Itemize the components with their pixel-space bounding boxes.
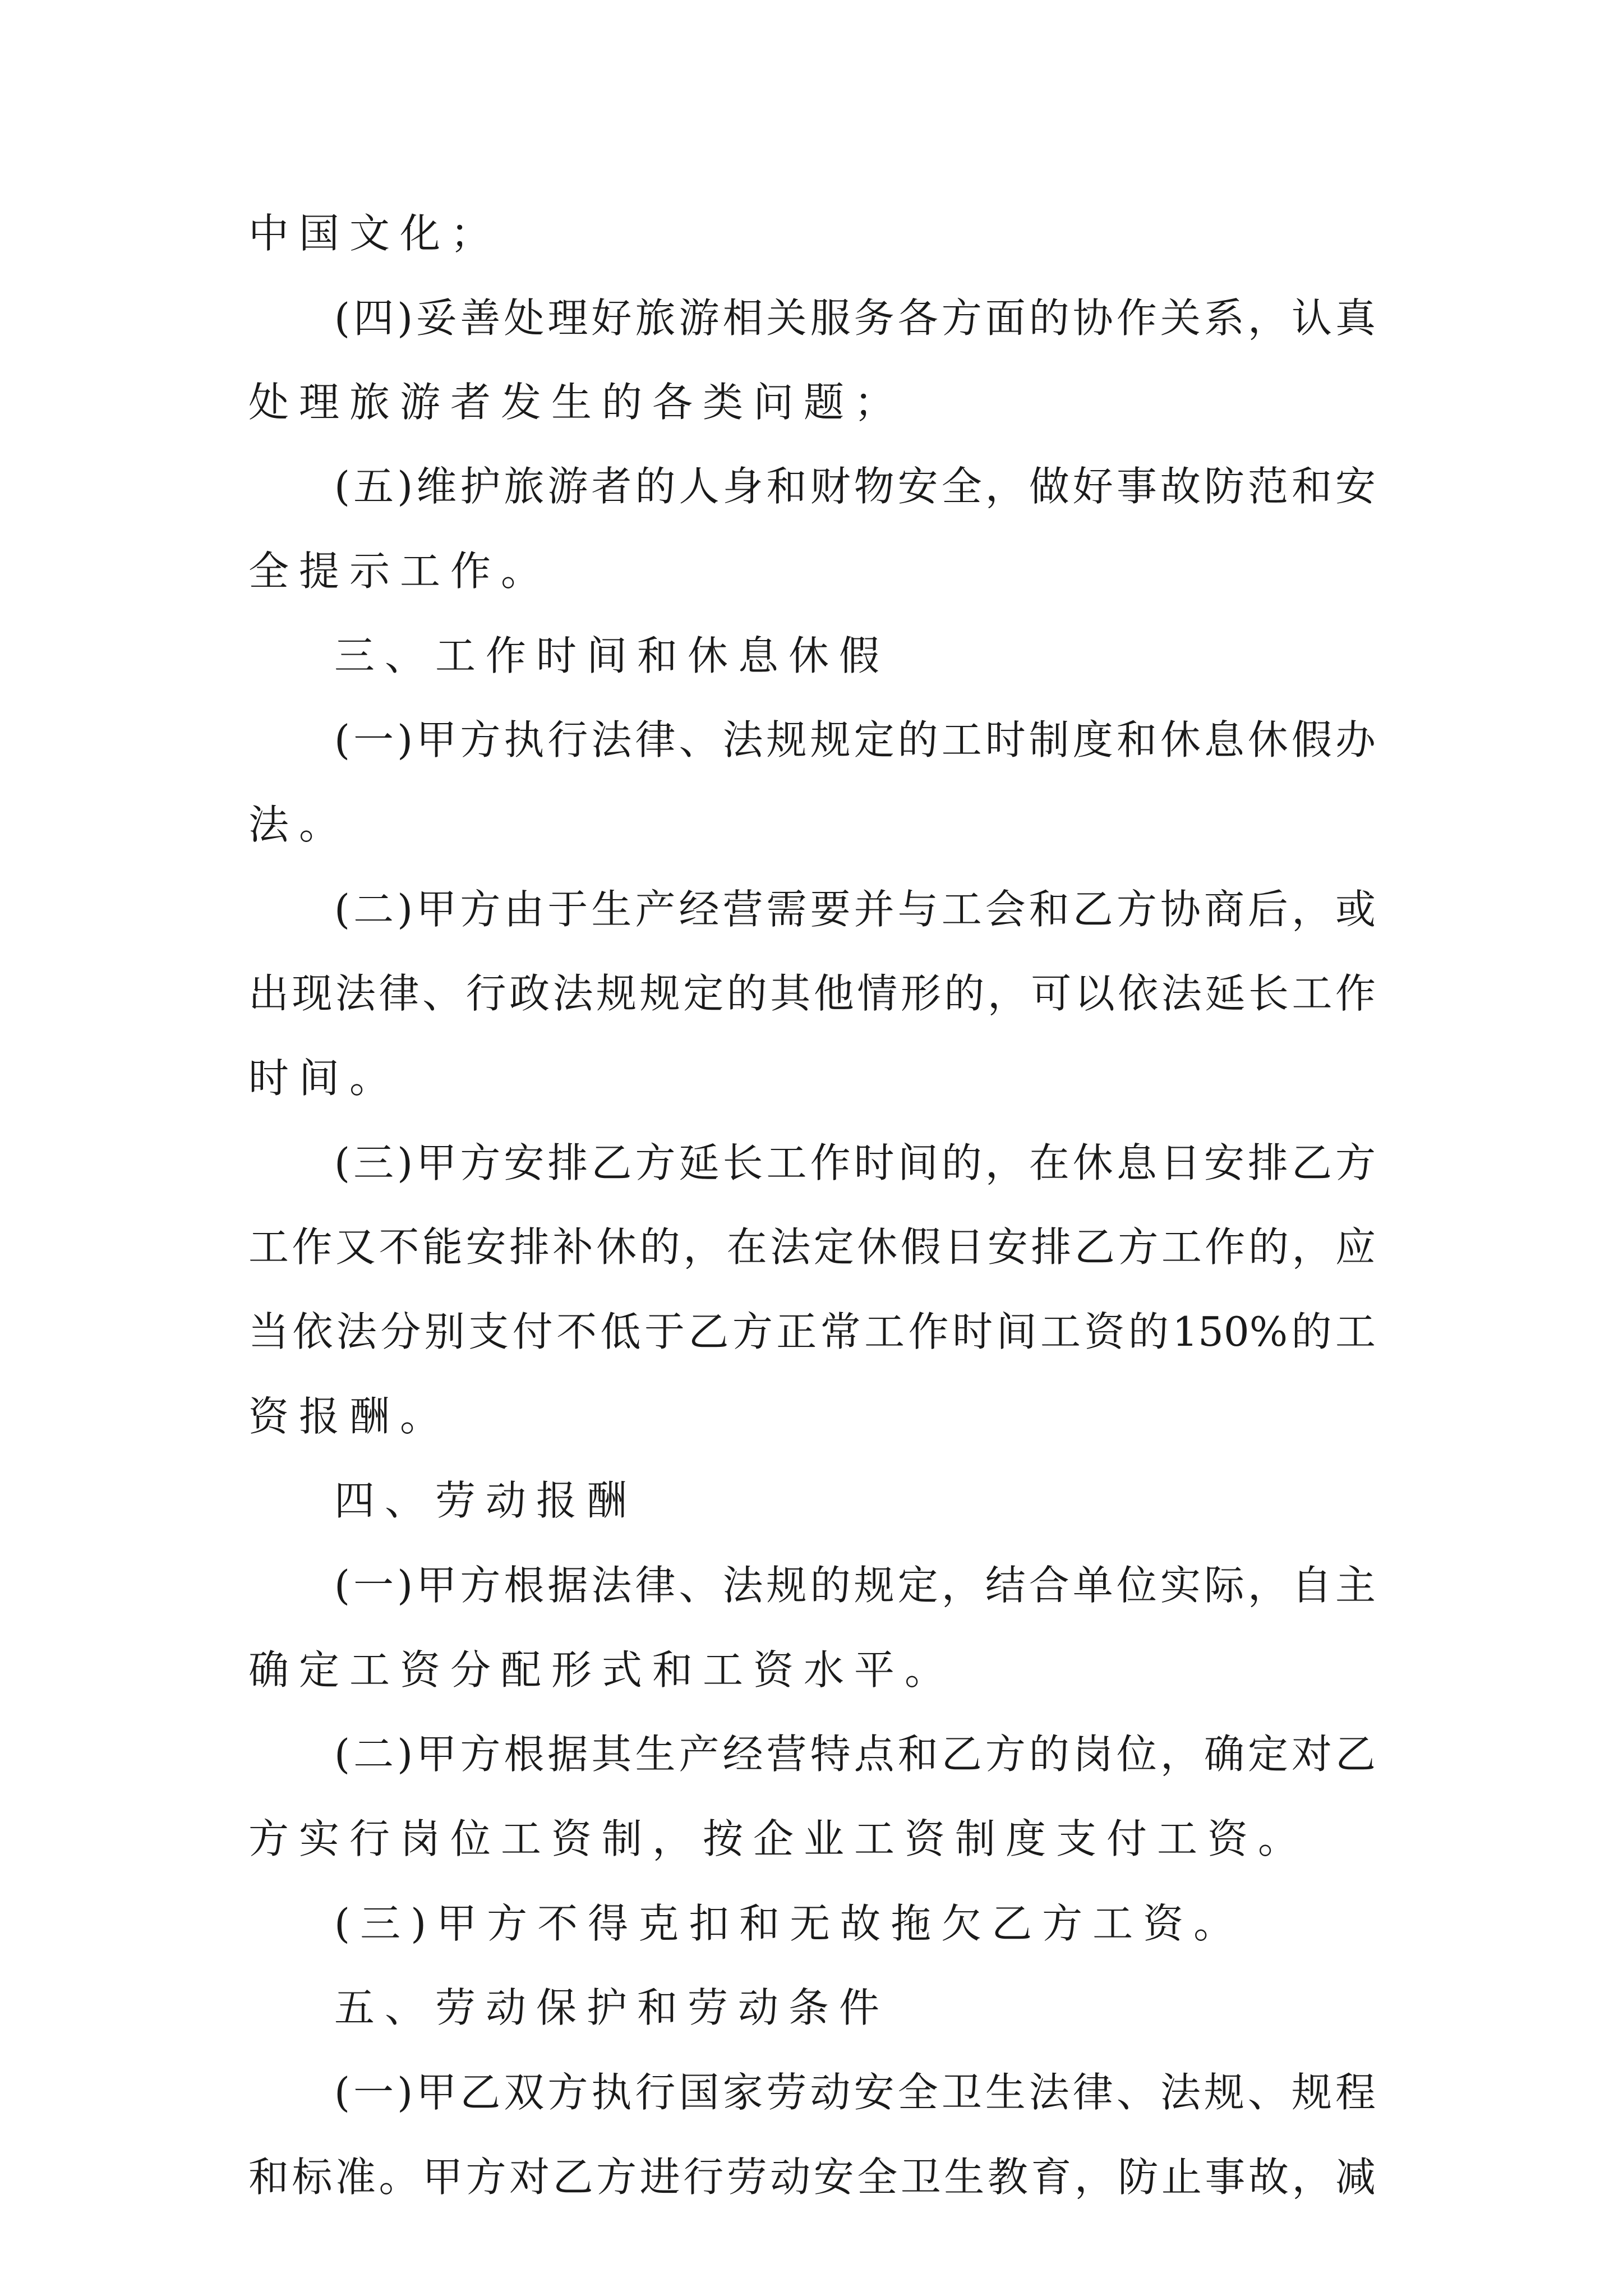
text-line-7: (一)甲方执行法律、法规规定的工时制度和休息休假办 [334,716,1376,763]
text-line-1: 中国文化； [248,210,501,257]
section-heading-4: 四、劳动报酬 [334,1477,638,1524]
text-line-12: (三)甲方安排乙方延长工作时间的，在休息日安排乙方 [334,1139,1376,1186]
text-line-10: 出现法律、行政法规规定的其他情形的，可以依法延长工作 [248,970,1376,1017]
text-line-14: 当依法分别支付不低于乙方正常工作时间工资的150%的工 [248,1308,1376,1355]
text-line-15: 资报酬。 [248,1393,451,1440]
text-line-11: 时间。 [248,1055,400,1102]
text-line-21: (三)甲方不得克扣和无故拖欠乙方工资。 [334,1900,1244,1947]
text-line-4: (五)维护旅游者的人身和财物安全，做好事故防范和安 [334,463,1376,510]
text-line-17: (一)甲方根据法律、法规的规定，结合单位实际，自主 [334,1562,1376,1609]
section-heading-5: 五、劳动保护和劳动条件 [334,1984,890,2031]
section-heading-3: 三、工作时间和休息休假 [334,632,890,679]
text-line-9: (二)甲方由于生产经营需要并与工会和乙方协商后，或 [334,886,1376,933]
text-line-2: (四)妥善处理好旅游相关服务各方面的协作关系，认真 [334,295,1376,342]
text-line-13: 工作又不能安排补休的，在法定休假日安排乙方工作的，应 [248,1223,1376,1271]
text-line-23: (一)甲乙双方执行国家劳动安全卫生法律、法规、规程 [334,2069,1376,2116]
text-line-8: 法。 [248,801,350,848]
text-line-20: 方实行岗位工资制，按企业工资制度支付工资。 [248,1815,1309,1862]
text-line-19: (二)甲方根据其生产经营特点和乙方的岗位，确定对乙 [334,1731,1376,1778]
text-line-3: 处理旅游者发生的各类问题； [248,379,905,426]
text-line-5: 全提示工作。 [248,547,552,595]
text-line-18: 确定工资分配形式和工资水平。 [248,1646,956,1694]
text-line-24: 和标准。甲方对乙方进行劳动安全卫生教育，防止事故，减 [248,2154,1376,2201]
